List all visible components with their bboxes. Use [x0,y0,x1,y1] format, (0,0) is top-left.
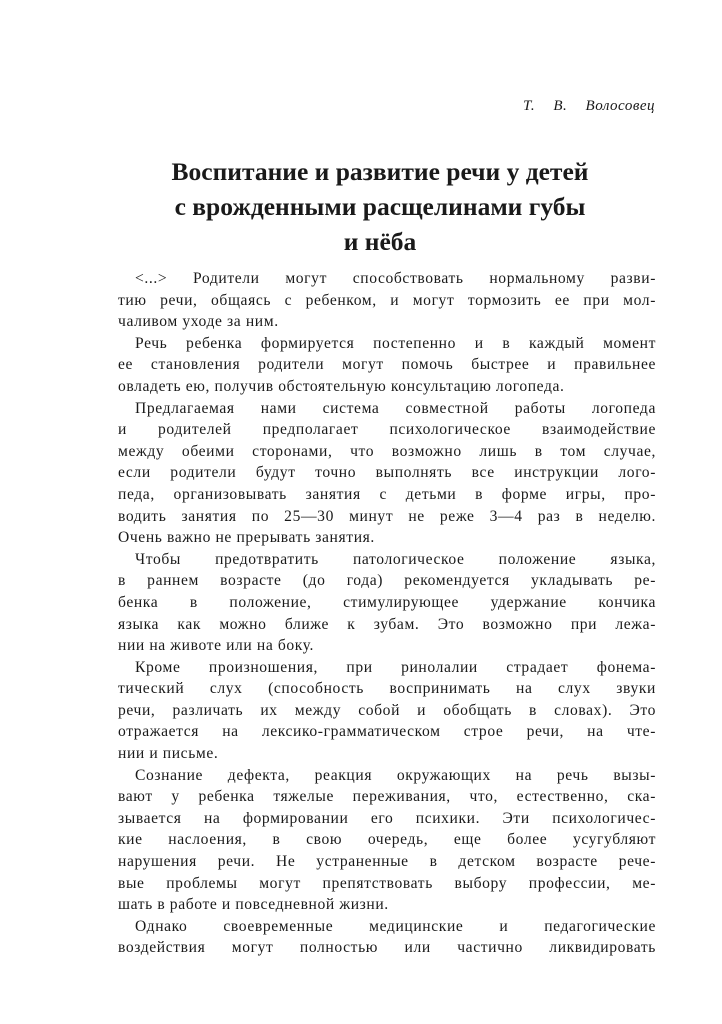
text-line: если родители будут точно выполнять все инструкции лого- [118,464,656,482]
text-line: педа, организовывать занятия с детьми в форме игры, про- [118,485,656,503]
text-line: водить занятия по 25—30 минут не реже 3—4 раз в неделю. [118,507,656,525]
text-line: нии на животе или на боку. [118,637,315,655]
text-line: нарушения речи. Не устраненные в детском возрасте рече- [118,853,656,871]
paragraph [118,916,656,959]
article-body [118,268,656,959]
paragraph [118,765,656,916]
title-line: с врожденными расщелинами губы [174,192,586,221]
paragraph [118,333,656,398]
text-line: тию речи, общаясь с ребенком, и могут тормозить ее при мол- [118,291,656,309]
text-line: в раннем возрасте (до года) рекомендуется укладывать ре- [118,572,656,590]
author-header: Т. В. Волосовец [522,98,655,114]
text-line: кие наслоения, в свою очередь, еще более усугубляют [118,831,656,849]
text-line: речи, различать их между собой и обобщать в словах). Это [118,701,656,719]
text-line: отражается на лексико-грамматическом строе речи, на чте- [118,723,656,741]
text-line: ее становления родители могут помочь быстрее и правильнее [118,356,656,374]
text-line: Предлагаемая нами система совместной работы логопеда [135,399,656,417]
paragraph [118,549,656,657]
paragraph [118,657,656,765]
text-line: шать в работе и повседневной жизни. [118,896,389,914]
paragraph [118,398,656,549]
text-line: Однако своевременные медицинские и педагогические [135,917,656,935]
text-line: языка как можно ближе к зубам. Это возможно при лежа- [118,615,656,633]
title-line: Воспитание и развитие речи у детей [171,157,589,186]
text-line: бенка в положение, стимулирующее удержание кончика [118,593,656,611]
text-line: Чтобы предотвратить патологическое положение языка, [135,550,656,568]
text-line: чаливом уходе за ним. [118,313,279,331]
text-line: Сознание дефекта, реакция окружающих на речь вызы- [135,766,656,784]
text-line: зывается на формировании его психики. Эти психологичес- [118,809,656,827]
article-title [100,154,660,259]
text-line: Кроме произношения, при ринолалии страдает фонема- [135,658,656,676]
text-line: воздействия могут полностью или частично ликвидировать [118,939,656,957]
text-line: между обеими сторонами, что возможно лишь в том случае, [118,442,656,460]
text-line: нии и письме. [118,745,219,763]
text-line: вают у ребенка тяжелые переживания, что, естественно, ска- [118,788,656,806]
text-line: <...> Родители могут способствовать нормальному разви- [135,270,656,287]
text-line: Очень важно не прерывать занятия. [118,529,375,547]
paragraph [118,268,656,333]
text-line: тический слух (способность воспринимать на слух звуки [118,680,656,698]
text-line: овладеть ею, получив обстоятельную консультацию логопеда. [118,377,565,395]
title-line: и нёба [343,227,417,256]
text-line: вые проблемы могут препятствовать выбору профессии, ме- [118,874,656,892]
text-line: и родителей предполагает психологическое взаимодействие [118,421,656,439]
text-line: Речь ребенка формируется постепенно и в каждый момент [135,334,656,352]
